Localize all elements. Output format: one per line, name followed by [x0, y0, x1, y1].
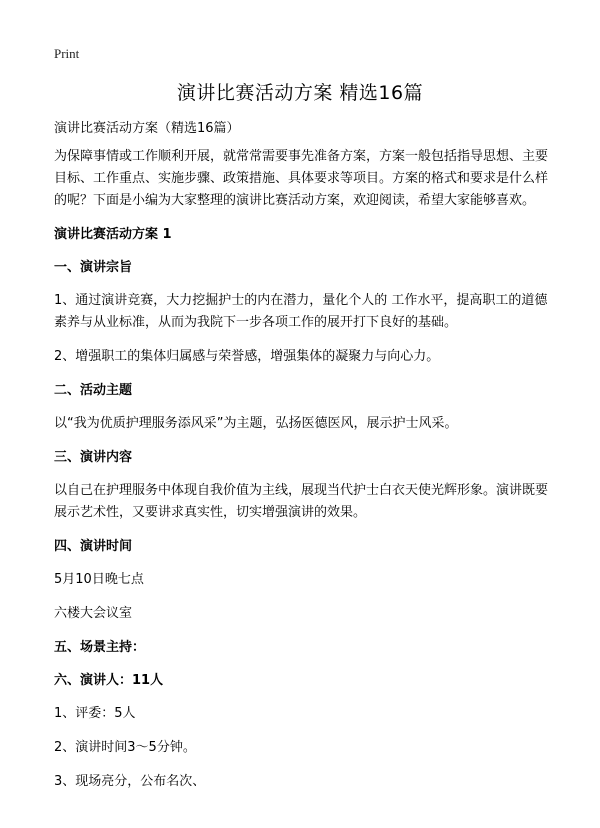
document-subtitle: 演讲比赛活动方案（精选16篇） [54, 121, 240, 136]
paragraph-scoring: 3、现场亮分，公布名次、 [54, 774, 206, 789]
paragraph-purpose-2: 2、增强职工的集体归属感与荣誉感，增强集体的凝聚力与向心力。 [54, 349, 440, 364]
paragraph-purpose-1: 1、通过演讲竞赛，大力挖掘护士的内在潜力，量化个人的 工作水平，提高职工的道德素养与从业标准，从而为我院下一步各项工作的展开打下良好的基础。 [54, 293, 548, 330]
paragraph-location: 六楼大会议室 [54, 606, 133, 621]
heading-time: 四、演讲时间 [54, 539, 133, 554]
heading-theme: 二、活动主题 [54, 383, 133, 398]
heading-host: 五、场景主持： [54, 640, 146, 655]
paragraph-time: 5月10日晚七点 [54, 572, 144, 587]
heading-purpose: 一、演讲宗旨 [54, 260, 133, 275]
paragraph-duration: 2、演讲时间3～5分钟。 [54, 740, 196, 755]
article-body [54, 118, 550, 805]
paragraph-content: 以自己在护理服务中体现自我价值为主线，展现当代护士白衣天使光辉形象。演讲既要展示艺术性，又要讲求真实性，切实增强演讲的效果。 [54, 483, 549, 520]
print-link[interactable]: Print [54, 46, 80, 61]
heading-content: 三、演讲内容 [54, 450, 133, 465]
heading-speakers: 六、演讲人：11人 [54, 673, 164, 688]
intro-paragraph: 为保障事情或工作顺利开展，就常常需要事先准备方案，方案一般包括指导思想、主要目标、工作重点、实施步骤、政策措施、具体要求等项目。方案的格式和要求是什么样的呢？下面是小编为大家整理的演讲比赛活动方案，欢迎阅读，希望大家能够喜欢。 [54, 149, 549, 208]
paragraph-theme: 以“我为优质护理服务添风采”为主题，弘扬医德医风，展示护士风采。 [54, 416, 458, 431]
section-title: 演讲比赛活动方案 1 [54, 227, 172, 242]
page-title: 演讲比赛活动方案 精选16篇 [176, 82, 424, 104]
paragraph-judges: 1、评委：5人 [54, 706, 136, 721]
